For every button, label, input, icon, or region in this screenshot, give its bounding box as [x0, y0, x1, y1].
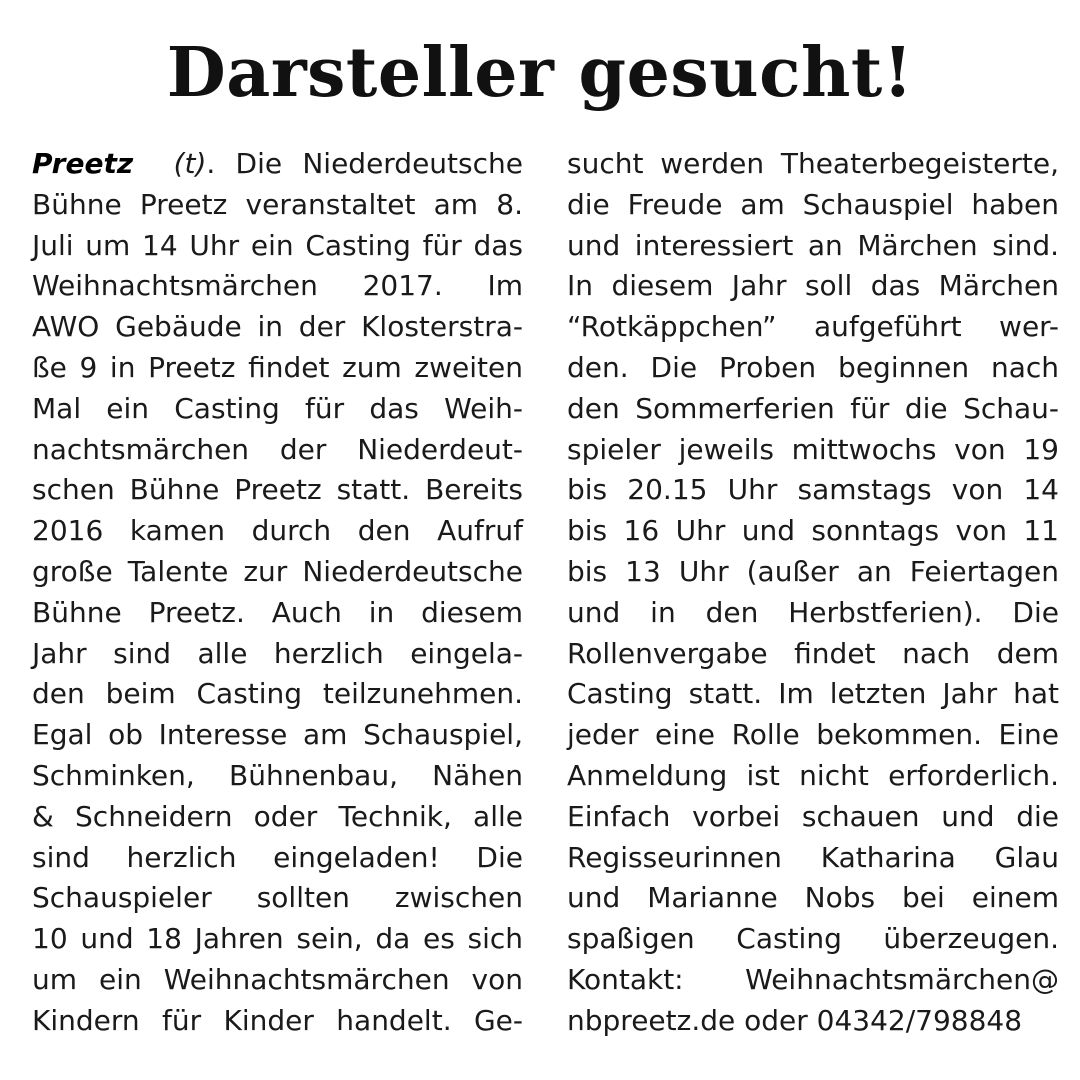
text-line: Schauspieler sollten zwischen: [32, 881, 523, 915]
text-column-left: [32, 144, 523, 1042]
text-line: In diesem Jahr soll das Märchen: [567, 269, 1059, 303]
text-line: bis 13 Uhr (außer an Feiertagen: [567, 554, 1059, 588]
text-line: Rollenvergabe findet nach dem: [567, 636, 1059, 670]
text-line: den Sommerferien für die Schau-: [567, 391, 1059, 425]
text-line: die Freude am Schauspiel haben: [567, 187, 1059, 221]
text-line: den. Die Proben beginnen nach: [567, 350, 1059, 384]
text-line: Regisseurinnen Katharina Glau: [567, 840, 1059, 874]
text-line: & Schneidern oder Technik, alle: [32, 799, 523, 833]
text-line: Egal ob Interesse am Schauspiel,: [32, 718, 523, 752]
text-line: 2016 kamen durch den Aufruf: [32, 514, 523, 548]
text-line: Bühne Preetz veranstaltet am 8.: [32, 187, 523, 221]
text-line: AWO Gebäude in der Klosterstra-: [32, 310, 523, 344]
text-line: Einfach vorbei schauen und die: [567, 799, 1059, 833]
text-line: Schminken, Bühnenbau, Nähen: [32, 758, 523, 792]
text-line: um ein Weihnachtsmärchen von: [32, 962, 523, 996]
text-line: [32, 144, 523, 185]
headline: Darsteller gesucht!: [166, 33, 914, 113]
text-line: bis 16 Uhr und sonntags von 11: [567, 514, 1059, 548]
text-line: Anmeldung ist nicht erforderlich.: [567, 758, 1059, 792]
text-line: Kontakt: Weihnachtsmärchen@: [567, 962, 1059, 996]
text-line: ße 9 in Preetz findet zum zweiten: [32, 350, 523, 384]
text-line: und in den Herbstferien). Die: [567, 595, 1059, 629]
text-line: spieler jeweils mittwochs von 19: [567, 432, 1059, 466]
text-line: Bühne Preetz. Auch in diesem: [32, 595, 523, 629]
text-line: “Rotkäppchen” aufgeführt wer-: [567, 310, 1059, 344]
text-line: bis 20.15 Uhr samstags von 14: [567, 473, 1059, 507]
text-line: Weihnachtsmärchen 2017. Im: [32, 269, 523, 303]
text-line: Juli um 14 Uhr ein Casting für das: [32, 228, 523, 262]
text-line: Casting statt. Im letzten Jahr hat: [567, 677, 1059, 711]
text-line: schen Bühne Preetz statt. Bereits: [32, 473, 523, 507]
line-text: . Die Niederdeutsche: [206, 147, 523, 180]
text-line: sind herzlich eingeladen! Die: [32, 840, 523, 874]
text-line: sucht werden Theaterbegeisterte,: [567, 147, 1059, 180]
author-tag: (t): [173, 147, 207, 180]
dateline: Preetz: [32, 147, 134, 180]
text-line: spaßigen Casting überzeugen.: [567, 922, 1059, 956]
text-line: Jahr sind alle herzlich eingela-: [32, 636, 523, 670]
text-line: große Talente zur Niederdeutsche: [32, 554, 523, 588]
text-line: den beim Casting teilzunehmen.: [32, 677, 523, 711]
text-column-right: [567, 144, 1059, 1042]
text-line: und Marianne Nobs bei einem: [567, 881, 1059, 915]
text-line: 10 und 18 Jahren sein, da es sich: [32, 922, 523, 956]
text-line: nbpreetz.de oder 04342/798848: [567, 1003, 1023, 1037]
text-line: und interessiert an Märchen sind.: [567, 228, 1059, 262]
text-line: Mal ein Casting für das Weih-: [32, 391, 523, 425]
text-line: jeder eine Rolle bekommen. Eine: [567, 718, 1059, 752]
text-line: nachtsmärchen der Niederdeut-: [32, 432, 523, 466]
text-line: Kindern für Kinder handelt. Ge-: [32, 1003, 523, 1037]
